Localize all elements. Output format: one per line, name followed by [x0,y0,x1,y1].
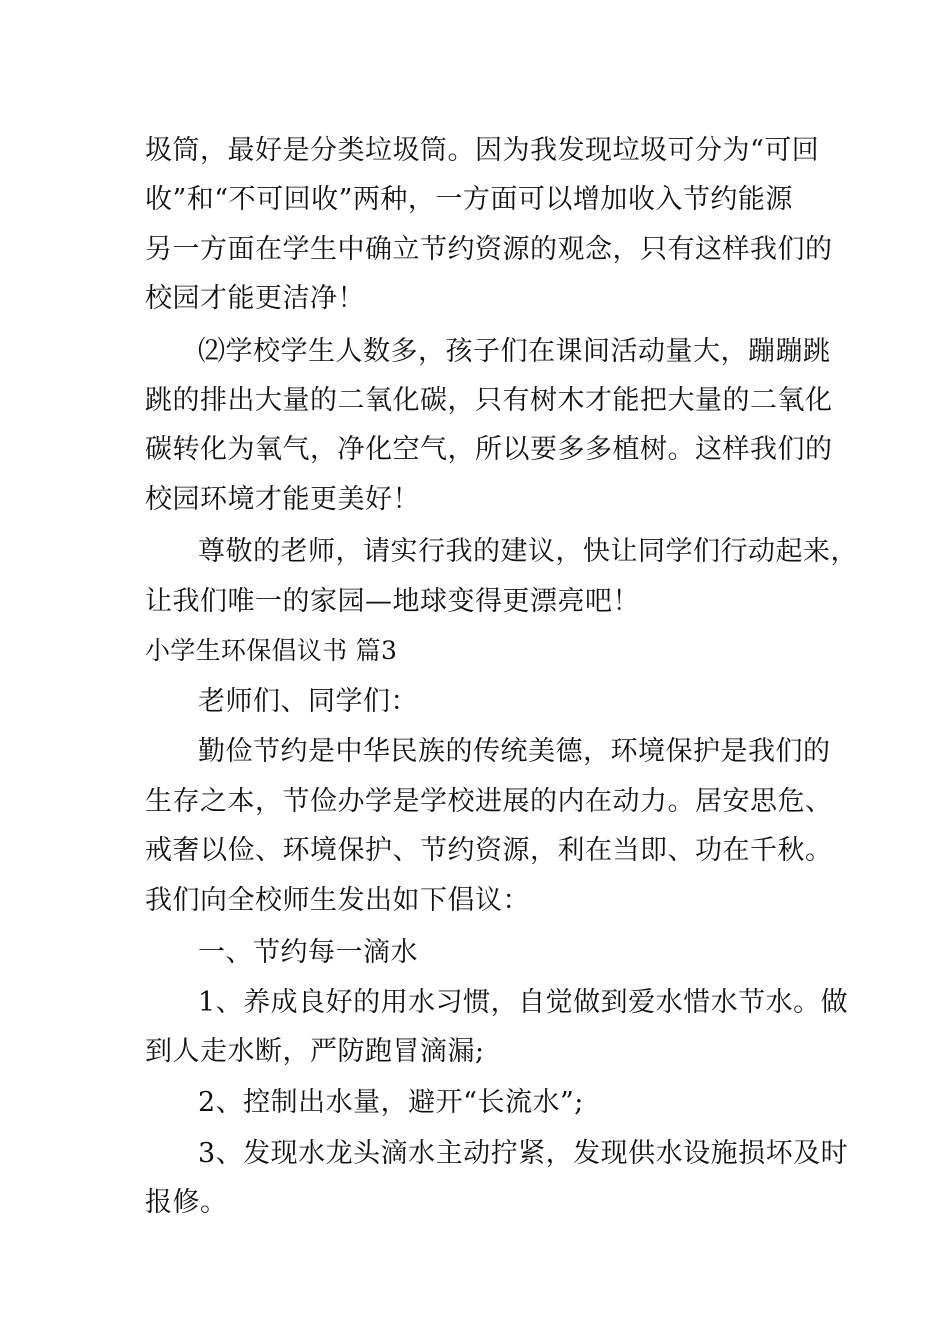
text-line: 1、养成良好的用水习惯，自觉做到爱水惜水节水。做 [198,987,849,1018]
text-line: 生存之本，节俭办学是学校进展的内在动力。居安思危、 [145,786,833,817]
text-line: 让我们唯一的家园—地球变得更漂亮吧！ [145,586,640,617]
text-line: 校园环境才能更美好！ [145,484,420,515]
text-line: 尊敬的老师，请实行我的建议，快让同学们行动起来， [198,536,858,567]
text-line: 报修。 [145,1187,228,1218]
text-line: 到人走水断，严防跑冒滴漏; [145,1036,485,1067]
text-line: 跳的排出大量的二氧化碳，只有树木才能把大量的二氧化 [145,385,833,416]
list-heading: 一、节约每一滴水 [198,937,418,968]
text-line: 2、控制出水量，避开“长流水”; [198,1087,584,1118]
salutation: 老师们、同学们： [198,686,418,717]
text-line: 戒奢以俭、环境保护、节约资源，利在当即、功在千秋。 [145,835,833,866]
text-line: 我们向全校师生发出如下倡议： [145,885,530,916]
text-line: 勤俭节约是中华民族的传统美德，环境保护是我们的 [198,736,831,767]
text-line: 碳转化为氧气，净化空气，所以要多多植树。这样我们的 [145,434,833,465]
section-heading: 小学生环保倡议书 篇3 [145,636,398,665]
text-line: 另一方面在学生中确立节约资源的观念，只有这样我们的 [145,234,833,265]
text-line: 收”和“不可回收”两种，一方面可以增加收入节约能源 [145,184,793,215]
text-line: 校园才能更洁净！ [145,283,365,314]
text-line: 3、发现水龙头滴水主动拧紧，发现供水设施损坏及时 [198,1138,849,1169]
text-line: ⑵学校学生人数多，孩子们在课间活动量大，蹦蹦跳 [198,336,831,367]
text-line: 圾筒，最好是分类垃圾筒。因为我发现垃圾可分为“可回 [145,135,820,166]
